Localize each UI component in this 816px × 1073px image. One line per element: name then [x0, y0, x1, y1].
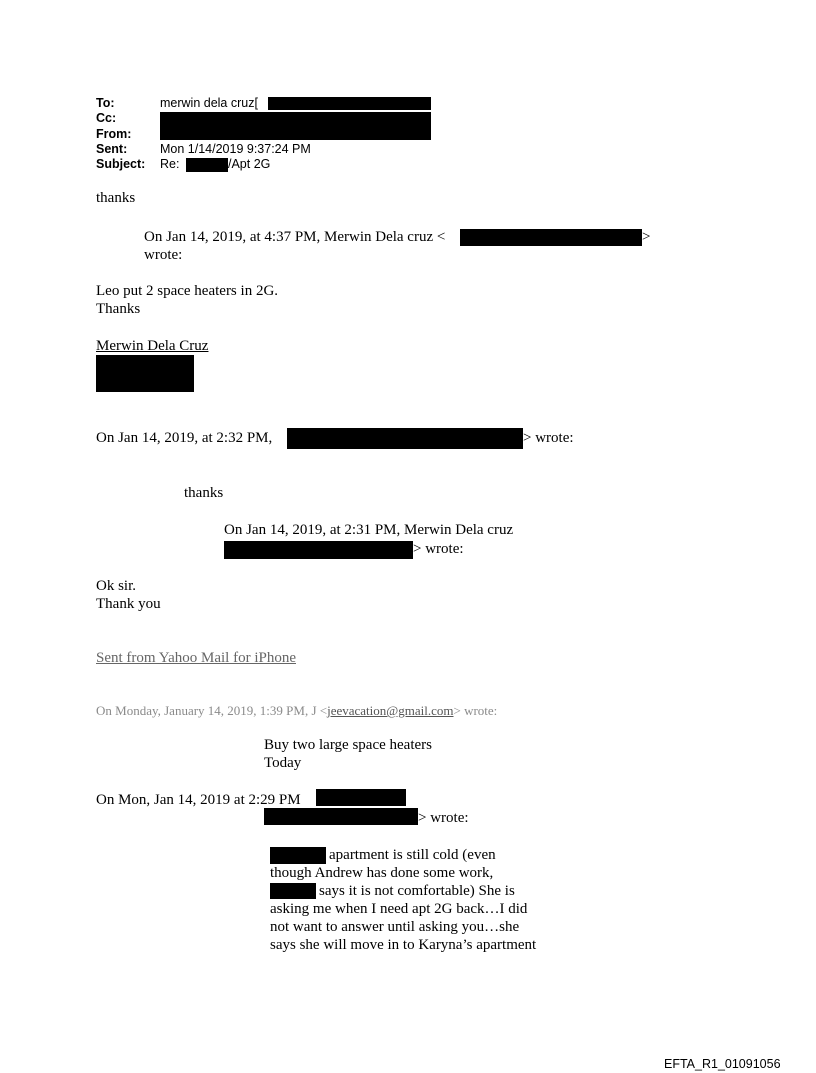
quote5-line1: On Mon, Jan 14, 2019 at 2:29 PM	[96, 792, 301, 808]
msg4-line1: Ok sir.	[96, 578, 137, 594]
subject-value	[160, 157, 179, 172]
cc-label: Cc:	[96, 111, 117, 125]
quote1-line2: wrote:	[144, 247, 183, 263]
msg6-line2: though Andrew has done some work,	[270, 865, 494, 881]
to-recipient: merwin dela cruz[	[160, 96, 258, 110]
quote2-prefix: On Jan 14, 2019, at 2:32 PM,	[96, 430, 273, 446]
redaction-msg6-name1	[270, 847, 326, 864]
reply-thanks-3: thanks	[184, 485, 224, 501]
from-label: From:	[96, 127, 132, 141]
redaction-quote1-email	[460, 229, 642, 246]
sent-from-link[interactable]: Sent from Yahoo Mail for iPhone	[96, 650, 296, 666]
redaction-quote3-email	[224, 541, 413, 559]
redaction-signature	[96, 355, 194, 392]
msg2-line2: Thanks	[96, 301, 141, 317]
redaction-quote5-email	[264, 808, 418, 825]
quote3-line2: > wrote:	[413, 541, 464, 557]
gray-quote-line	[96, 703, 497, 719]
gray-quote-prefix: On Monday, January 14, 2019, 1:39 PM, J <	[96, 703, 328, 718]
email-link[interactable]: jeevacation@gmail.com	[327, 703, 454, 718]
subject-suffix: /Apt 2G	[228, 157, 271, 171]
sent-value: Mon 1/14/2019 9:37:24 PM	[160, 142, 311, 156]
subject-prefix: Re:	[160, 157, 180, 171]
redaction-subject	[186, 158, 228, 172]
signature-name: Merwin Dela Cruz	[96, 338, 209, 354]
subject-label: Subject:	[96, 157, 146, 171]
quote1-close: >	[642, 229, 651, 245]
msg6-line6: says she will move in to Karyna’s apartment	[270, 937, 537, 953]
quote2-suffix: > wrote:	[523, 430, 574, 446]
quote5-line2: > wrote:	[418, 810, 469, 826]
redaction-quote2-sender	[287, 428, 523, 449]
redaction-quote5-name	[316, 789, 406, 806]
msg2-line1: Leo put 2 space heaters in 2G.	[96, 283, 279, 299]
msg4-line2: Thank you	[96, 596, 161, 612]
redaction-msg6-name2	[270, 883, 316, 899]
document-id: EFTA_R1_01091056	[664, 1057, 781, 1071]
msg6-line3: says it is not comfortable) She is	[319, 883, 515, 899]
msg6-line4: asking me when I need apt 2G back…I did	[270, 901, 528, 917]
msg5-line1: Buy two large space heaters	[264, 737, 432, 753]
msg6-line1: apartment is still cold (even	[329, 847, 496, 863]
msg5-line2: Today	[264, 755, 302, 771]
to-label: To:	[96, 96, 115, 110]
gray-quote-suffix: > wrote:	[453, 703, 498, 718]
msg6-line5: not want to answer until asking you…she	[270, 919, 520, 935]
redaction-cc-from	[160, 112, 431, 140]
quote3-line1: On Jan 14, 2019, at 2:31 PM, Merwin Dela cruz	[224, 522, 514, 538]
redaction-to-email	[268, 97, 431, 110]
reply-thanks-1: thanks	[96, 190, 136, 206]
quote1-line1: On Jan 14, 2019, at 4:37 PM, Merwin Dela cruz <	[144, 229, 446, 245]
to-row	[96, 96, 115, 111]
sent-label: Sent:	[96, 142, 128, 156]
